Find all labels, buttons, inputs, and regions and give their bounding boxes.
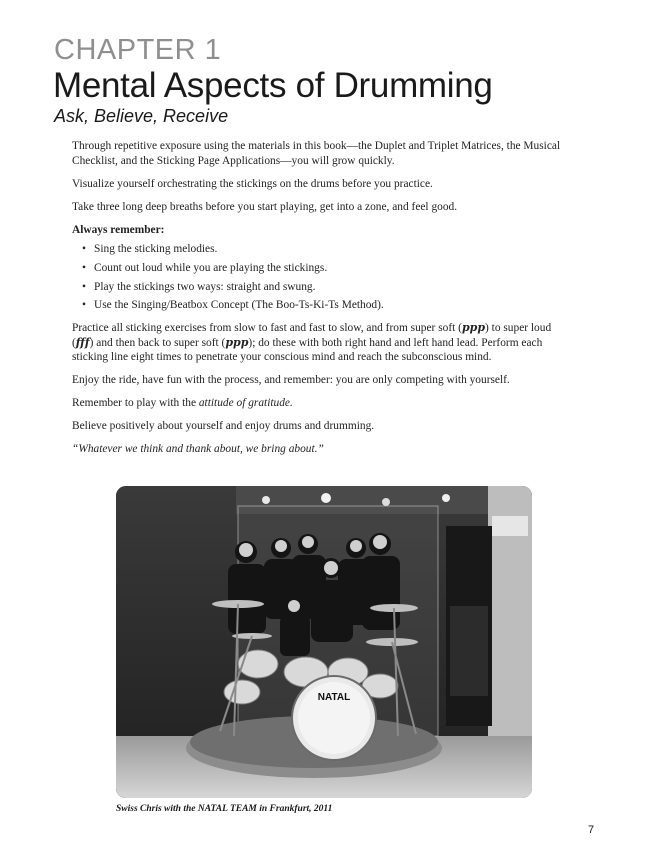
list-item-text: Play the stickings two ways: straight and swung. (94, 280, 316, 293)
band-photo (116, 486, 532, 798)
practice-text-c: ) and then back to super soft ( (89, 336, 226, 349)
page-number: 7 (588, 824, 595, 836)
list-item (72, 242, 562, 257)
paragraph-believe: Believe positively about yourself and enjoy drums and drumming. (72, 420, 375, 433)
paragraph-gratitude (72, 396, 562, 411)
list-item (72, 261, 562, 276)
bullet-icon: • (82, 243, 86, 256)
always-remember-heading: Always remember: (72, 223, 165, 236)
gratitude-emphasis: attitude of gratitude. (198, 397, 293, 410)
list-item-text: Use the Singing/Beatbox Concept (The Boo-Ts-Ki-Ts Method). (94, 299, 384, 312)
body-text (72, 139, 562, 465)
chapter-subtitle: Ask, Believe, Receive (54, 106, 229, 126)
bullet-icon: • (82, 280, 86, 293)
band-photo-illustration (116, 486, 532, 798)
practice-text-a: Practice all sticking exercises from slow to fast and fast to slow, and from super soft ( (72, 322, 462, 335)
quote: “Whatever we think and thank about, we bring about.” (72, 443, 324, 456)
practice-text-b: ) to super loud ( (72, 322, 552, 349)
paragraph-practice (72, 321, 562, 365)
chapter-label: CHAPTER 1 (54, 34, 222, 66)
list-item (72, 280, 562, 295)
bullet-icon: • (82, 261, 86, 274)
list-item-text: Count out loud while you are playing the stickings. (94, 261, 328, 274)
list-item (72, 298, 562, 313)
remember-list (72, 242, 562, 313)
chapter-title: Mental Aspects of Drumming (53, 66, 493, 105)
paragraph-enjoy: Enjoy the ride, have fun with the process, and remember: you are only competing with yourself. (72, 374, 510, 387)
dynamic-ppp-2: ppp (225, 335, 249, 349)
gratitude-prefix: Remember to play with the (72, 397, 199, 410)
dynamic-ppp: ppp (461, 321, 486, 335)
bass-drum-logo: NATAL (317, 692, 351, 703)
paragraph-materials: Through repetitive exposure using the materials in this book—the Duplet and Triplet Matrices, the Musical Checklist, and the Sticking Page Applications—you will grow quickly. (72, 140, 561, 167)
paragraph-visualize: Visualize yourself orchestrating the stickings on the drums before you practice. (72, 177, 433, 190)
dynamic-fff: fff (75, 335, 90, 349)
bullet-icon: • (82, 299, 86, 312)
practice-text-d: ); do these with both right hand and left hand lead. Perform each sticking line eight times to penetrate your conscious mind and reach the subconscious mind. (72, 336, 543, 364)
photo-caption: Swiss Chris with the NATAL TEAM in Frankfurt, 2011 (116, 804, 333, 814)
paragraph-breaths: Take three long deep breaths before you start playing, get into a zone, and feel good. (72, 200, 458, 213)
list-item-text: Sing the sticking melodies. (94, 243, 218, 256)
